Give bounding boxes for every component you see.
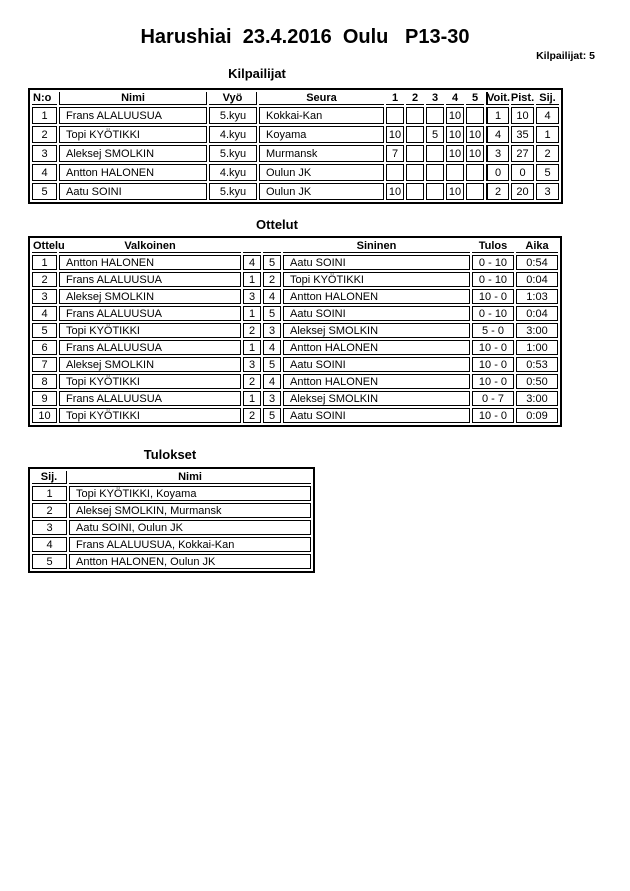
match-result: 0 - 10 bbox=[472, 306, 514, 321]
score-cell: 7 bbox=[386, 145, 404, 162]
place-cell: 2 bbox=[536, 145, 559, 162]
wins-cell: 3 bbox=[486, 145, 509, 162]
blue-no: 5 bbox=[263, 357, 281, 372]
col-header-belt: Vyö bbox=[209, 92, 257, 105]
competitor-no: 2 bbox=[32, 126, 57, 143]
col-header-no: N:o bbox=[32, 92, 57, 105]
score-cell bbox=[386, 164, 404, 181]
blue-name: Antton HALONEN bbox=[283, 340, 470, 355]
blue-no: 4 bbox=[263, 289, 281, 304]
score-cell: 10 bbox=[466, 145, 484, 162]
score-cell bbox=[406, 107, 424, 124]
blue-no: 5 bbox=[263, 306, 281, 321]
match-number: 6 bbox=[32, 340, 57, 355]
white-name: Frans ALALUUSUA bbox=[59, 391, 241, 406]
col-header-place: Sij. bbox=[32, 471, 67, 484]
blue-name: Aatu SOINI bbox=[283, 357, 470, 372]
white-name: Frans ALALUUSUA bbox=[59, 306, 241, 321]
col-header-wins: Voit. bbox=[487, 92, 511, 104]
blue-name: Aleksej SMOLKIN bbox=[283, 323, 470, 338]
header-spacer bbox=[243, 240, 261, 253]
col-header-name: Nimi bbox=[59, 92, 207, 105]
col-header-result: Tulos bbox=[472, 240, 514, 253]
match-time: 3:00 bbox=[516, 391, 558, 406]
result-name: Topi KYÖTIKKI, Koyama bbox=[69, 486, 311, 501]
match-number: 7 bbox=[32, 357, 57, 372]
result-place: 4 bbox=[32, 537, 67, 552]
blue-no: 5 bbox=[263, 255, 281, 270]
competitors-heading: Kilpailijat bbox=[228, 66, 286, 81]
competitor-club: Kokkai-Kan bbox=[259, 107, 384, 124]
score-cell bbox=[426, 164, 444, 181]
score-cell bbox=[406, 164, 424, 181]
page-title: Harushiai 23.4.2016 Oulu P13-30 bbox=[140, 26, 470, 48]
white-no: 3 bbox=[243, 289, 261, 304]
white-name: Aleksej SMOLKIN bbox=[59, 357, 241, 372]
competitor-name: Topi KYÖTIKKI bbox=[59, 126, 207, 143]
white-name: Frans ALALUUSUA bbox=[59, 272, 241, 287]
wins-cell: 4 bbox=[486, 126, 509, 143]
competitor-name: Antton HALONEN bbox=[59, 164, 207, 181]
competitor-no: 1 bbox=[32, 107, 57, 124]
blue-no: 3 bbox=[263, 323, 281, 338]
col-header-opp5: 5 bbox=[466, 92, 484, 105]
match-number: 5 bbox=[32, 323, 57, 338]
match-number: 9 bbox=[32, 391, 57, 406]
col-header-name: Nimi bbox=[69, 471, 311, 484]
white-name: Aleksej SMOLKIN bbox=[59, 289, 241, 304]
blue-name: Antton HALONEN bbox=[283, 374, 470, 389]
white-name: Topi KYÖTIKKI bbox=[59, 408, 241, 423]
white-no: 2 bbox=[243, 323, 261, 338]
result-name: Antton HALONEN, Oulun JK bbox=[69, 554, 311, 569]
match-number: 8 bbox=[32, 374, 57, 389]
competitor-no: 3 bbox=[32, 145, 57, 162]
match-time: 0:53 bbox=[516, 357, 558, 372]
competitor-club: Oulun JK bbox=[259, 183, 384, 200]
match-result: 10 - 0 bbox=[472, 357, 514, 372]
competitor-count: Kilpailijat: 5 bbox=[536, 50, 595, 62]
result-name: Aatu SOINI, Oulun JK bbox=[69, 520, 311, 535]
col-header-opp2: 2 bbox=[406, 92, 424, 105]
place-cell: 4 bbox=[536, 107, 559, 124]
score-cell: 10 bbox=[446, 145, 464, 162]
score-cell bbox=[426, 183, 444, 200]
col-header-club: Seura bbox=[259, 92, 384, 105]
match-number: 3 bbox=[32, 289, 57, 304]
wins-cell: 2 bbox=[486, 183, 509, 200]
wins-cell: 0 bbox=[486, 164, 509, 181]
blue-no: 3 bbox=[263, 391, 281, 406]
white-no: 1 bbox=[243, 340, 261, 355]
match-number: 1 bbox=[32, 255, 57, 270]
score-cell bbox=[386, 107, 404, 124]
score-cell bbox=[446, 164, 464, 181]
col-header-blue: Sininen bbox=[283, 240, 470, 253]
white-name: Frans ALALUUSUA bbox=[59, 340, 241, 355]
match-result: 0 - 7 bbox=[472, 391, 514, 406]
points-cell: 10 bbox=[511, 107, 534, 124]
results-table bbox=[28, 467, 315, 573]
white-no: 1 bbox=[243, 391, 261, 406]
match-result: 10 - 0 bbox=[472, 408, 514, 423]
results-heading: Tulokset bbox=[143, 447, 197, 462]
competitor-belt: 4.kyu bbox=[209, 164, 257, 181]
blue-no: 4 bbox=[263, 374, 281, 389]
white-name: Topi KYÖTIKKI bbox=[59, 374, 241, 389]
match-result: 10 - 0 bbox=[472, 340, 514, 355]
blue-name: Aatu SOINI bbox=[283, 408, 470, 423]
blue-no: 4 bbox=[263, 340, 281, 355]
blue-name: Aatu SOINI bbox=[283, 255, 470, 270]
white-no: 1 bbox=[243, 272, 261, 287]
result-place: 3 bbox=[32, 520, 67, 535]
white-name: Topi KYÖTIKKI bbox=[59, 323, 241, 338]
col-header-time: Aika bbox=[516, 240, 558, 253]
competitor-name: Frans ALALUUSUA bbox=[59, 107, 207, 124]
match-time: 3:00 bbox=[516, 323, 558, 338]
competitor-belt: 5.kyu bbox=[209, 145, 257, 162]
score-cell: 10 bbox=[446, 126, 464, 143]
competitor-belt: 5.kyu bbox=[209, 107, 257, 124]
score-cell: 5 bbox=[426, 126, 444, 143]
result-name: Frans ALALUUSUA, Kokkai-Kan bbox=[69, 537, 311, 552]
match-number: 10 bbox=[32, 408, 57, 423]
place-cell: 1 bbox=[536, 126, 559, 143]
col-header-match: Ottelu bbox=[33, 240, 65, 252]
matches-table bbox=[28, 236, 562, 427]
match-result: 10 - 0 bbox=[472, 289, 514, 304]
match-result: 0 - 10 bbox=[472, 272, 514, 287]
match-time: 0:04 bbox=[516, 306, 558, 321]
points-cell: 20 bbox=[511, 183, 534, 200]
score-cell: 10 bbox=[446, 183, 464, 200]
match-number: 2 bbox=[32, 272, 57, 287]
col-header-points: Pist. bbox=[510, 92, 535, 104]
blue-name: Topi KYÖTIKKI bbox=[283, 272, 470, 287]
score-cell bbox=[406, 145, 424, 162]
competitor-belt: 5.kyu bbox=[209, 183, 257, 200]
result-place: 1 bbox=[32, 486, 67, 501]
score-cell bbox=[406, 183, 424, 200]
header-spacer bbox=[263, 240, 281, 253]
blue-no: 5 bbox=[263, 408, 281, 423]
score-cell: 10 bbox=[386, 126, 404, 143]
col-header-opp1: 1 bbox=[386, 92, 404, 105]
competitor-name: Aleksej SMOLKIN bbox=[59, 145, 207, 162]
result-place: 2 bbox=[32, 503, 67, 518]
col-header-white: Valkoinen bbox=[59, 240, 241, 253]
competitor-no: 5 bbox=[32, 183, 57, 200]
white-no: 1 bbox=[243, 306, 261, 321]
match-time: 0:09 bbox=[516, 408, 558, 423]
wins-cell: 1 bbox=[486, 107, 509, 124]
points-cell: 27 bbox=[511, 145, 534, 162]
match-time: 0:50 bbox=[516, 374, 558, 389]
white-no: 4 bbox=[243, 255, 261, 270]
competitor-no: 4 bbox=[32, 164, 57, 181]
match-time: 0:04 bbox=[516, 272, 558, 287]
competitor-club: Oulun JK bbox=[259, 164, 384, 181]
match-time: 1:03 bbox=[516, 289, 558, 304]
score-cell: 10 bbox=[446, 107, 464, 124]
points-cell: 35 bbox=[511, 126, 534, 143]
result-name: Aleksej SMOLKIN, Murmansk bbox=[69, 503, 311, 518]
place-cell: 5 bbox=[536, 164, 559, 181]
match-time: 0:54 bbox=[516, 255, 558, 270]
score-cell bbox=[466, 183, 484, 200]
white-no: 3 bbox=[243, 357, 261, 372]
competitors-table bbox=[28, 88, 563, 204]
white-name: Antton HALONEN bbox=[59, 255, 241, 270]
result-place: 5 bbox=[32, 554, 67, 569]
score-cell: 10 bbox=[386, 183, 404, 200]
blue-name: Aatu SOINI bbox=[283, 306, 470, 321]
score-cell bbox=[466, 164, 484, 181]
competitor-name: Aatu SOINI bbox=[59, 183, 207, 200]
blue-name: Antton HALONEN bbox=[283, 289, 470, 304]
blue-name: Aleksej SMOLKIN bbox=[283, 391, 470, 406]
score-cell bbox=[426, 145, 444, 162]
col-header-opp4: 4 bbox=[446, 92, 464, 105]
competitor-belt: 4.kyu bbox=[209, 126, 257, 143]
score-cell bbox=[426, 107, 444, 124]
match-result: 10 - 0 bbox=[472, 374, 514, 389]
blue-no: 2 bbox=[263, 272, 281, 287]
points-cell: 0 bbox=[511, 164, 534, 181]
match-result: 5 - 0 bbox=[472, 323, 514, 338]
white-no: 2 bbox=[243, 374, 261, 389]
competitor-club: Koyama bbox=[259, 126, 384, 143]
score-cell: 10 bbox=[466, 126, 484, 143]
match-result: 0 - 10 bbox=[472, 255, 514, 270]
score-cell bbox=[466, 107, 484, 124]
match-number: 4 bbox=[32, 306, 57, 321]
col-header-opp3: 3 bbox=[426, 92, 444, 105]
score-cell bbox=[406, 126, 424, 143]
match-time: 1:00 bbox=[516, 340, 558, 355]
matches-heading: Ottelut bbox=[256, 217, 298, 232]
white-no: 2 bbox=[243, 408, 261, 423]
col-header-place: Sij. bbox=[536, 92, 559, 105]
competitor-club: Murmansk bbox=[259, 145, 384, 162]
place-cell: 3 bbox=[536, 183, 559, 200]
